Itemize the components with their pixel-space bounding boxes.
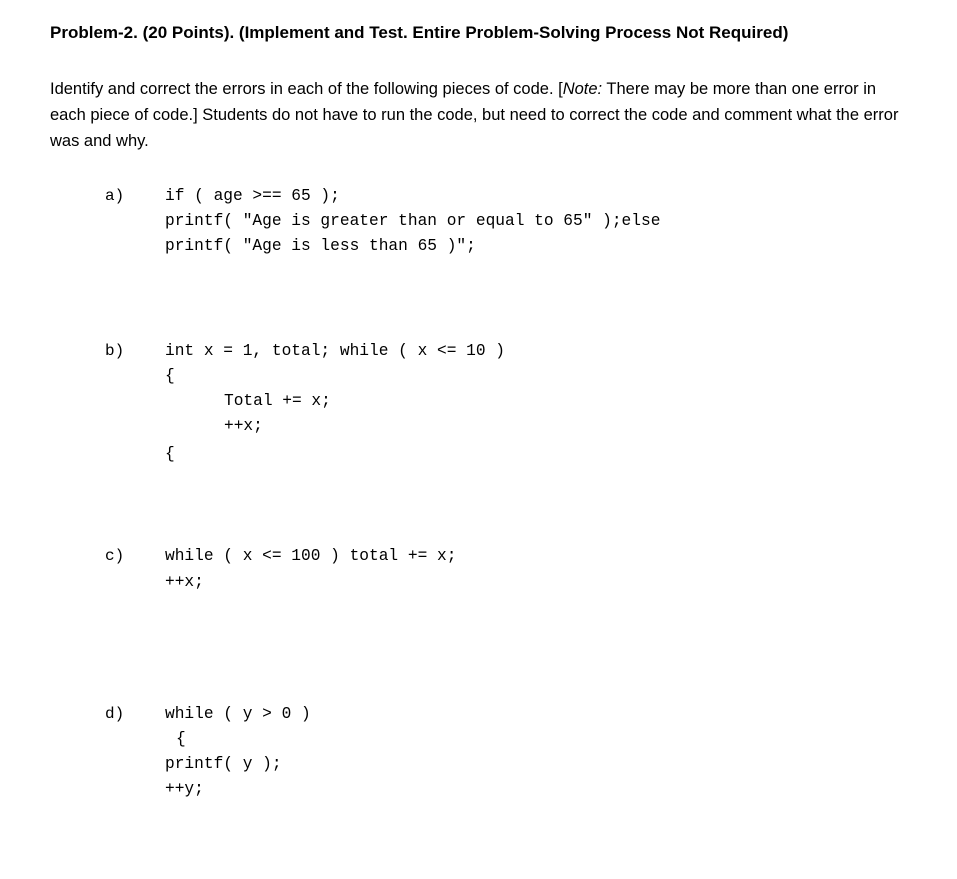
part-a-line-1: if ( age >== 65 ); [165, 187, 340, 205]
part-c-line-2: ++x; [165, 573, 204, 591]
problem-title: Problem-2. (20 Points). (Implement and Test. Entire Problem-Solving Process Not Required) [50, 23, 789, 42]
part-c-line-1: while ( x <= 100 ) total += x; [165, 547, 457, 565]
part-b-label: b) [105, 342, 125, 360]
part-b-line-1: int x = 1, total; while ( x <= 10 ) [165, 342, 505, 360]
intro-text-start: Identify and correct the errors in each of the following pieces of code. [ [50, 80, 563, 98]
part-d-line-1: while ( y > 0 ) [165, 705, 311, 723]
intro-text-end: There may be more than one error in each piece of code.] Students do not have to run the code, but need to correct the code and comment what the error was and why. [50, 80, 899, 150]
part-d-line-3: printf( y ); [165, 755, 282, 773]
intro-note-label: Note: [562, 80, 603, 98]
part-c-label: c) [105, 547, 125, 565]
part-b-line-4: ++x; [224, 417, 263, 435]
part-b-line-5: { [165, 445, 175, 463]
part-a-line-2: printf( "Age is greater than or equal to 65" );else [165, 212, 661, 230]
part-d-line-4: ++y; [165, 780, 204, 798]
part-a-line-3: printf( "Age is less than 65 )"; [165, 237, 476, 255]
part-b-line-3: Total += x; [224, 392, 331, 410]
part-b-line-2: { [165, 367, 175, 385]
part-d-label: d) [105, 705, 125, 723]
part-d-line-2: { [176, 730, 186, 748]
problem-instructions [50, 76, 910, 154]
part-a-label: a) [105, 187, 125, 205]
